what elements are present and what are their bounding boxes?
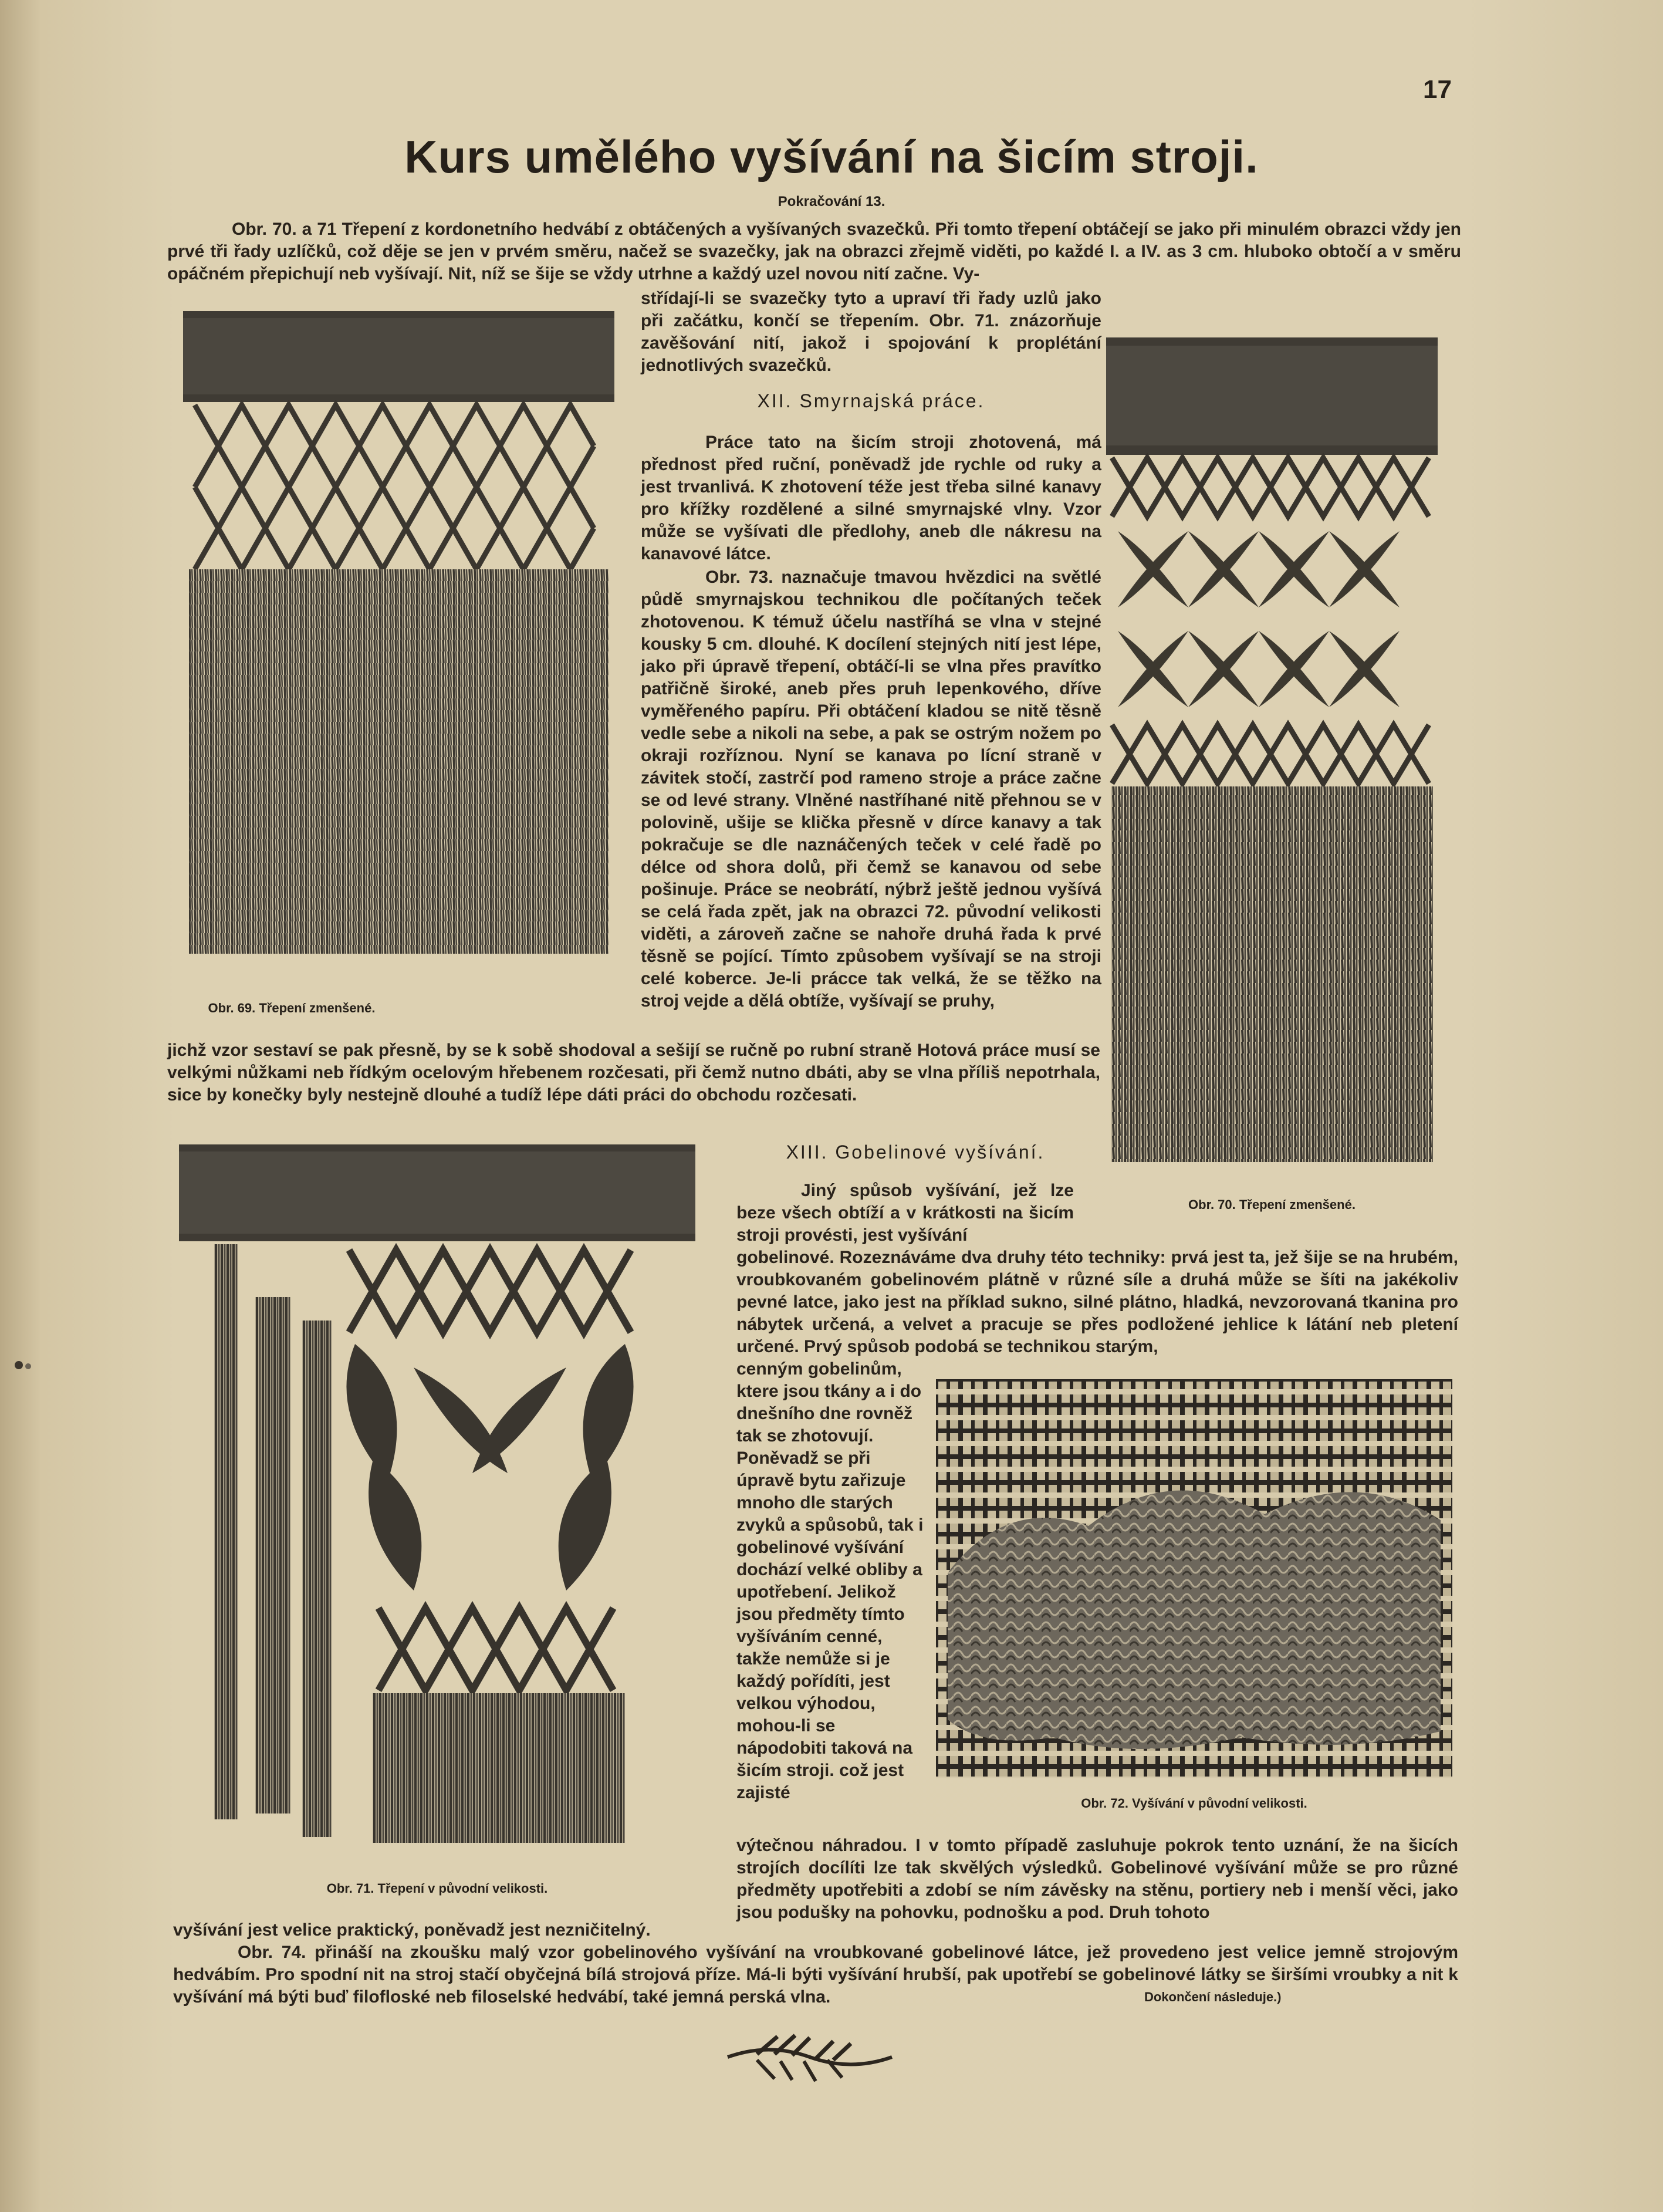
fringe-illustration-69 bbox=[183, 311, 614, 963]
section-xii-paragraph-1: Práce tato na šicím stroji zhotovená, má přednost před ruční, poněvadž jde rychle od ruky a jest trvanlivá. K zhotovení téže jest třeba silné kanavy pro křížky rozdělené a silné smyrnajské vlny. Vzor může se vyšívati dle předlohy, aneb dle nákresu na kanavové látce. bbox=[641, 433, 1101, 563]
article-subtitle: Pokračování 13. bbox=[778, 194, 885, 210]
intro-paragraph: Obr. 70. a 71 Třepení z kordonetního hedvábí z obtáčených a vyšívaných svazečků. Při tomto třepení obtáčejí se jako při minulém obrazci vždy jen prvé tři řady uzlíčků, což děje se jen v prvém směru, načež se svazečky, jak na obrazci zřejmě viděti, po každé I. a IV. as 3 cm. hluboko obtočí a v směru opáčném přepichují neb vyšívají. Nit, níž se šije se vždy utrhne a každý uzel novou nití začne. Vy- bbox=[167, 219, 1461, 283]
floral-divider-icon bbox=[722, 2031, 898, 2083]
figure-72-caption: Obr. 72. Vyšívání v původní velikosti. bbox=[1081, 1796, 1307, 1811]
figure-72 bbox=[936, 1379, 1452, 1811]
section-xiii-paragraph-2: Obr. 74. přináší na zkoušku malý vzor gobelinového vyšívání na vroubkované gobelinové látce, jež provedeno jest velice jemně strojovým hedvábím. Pro spodní nit na stroj stačí obyčejná bílá strojová příze. Má-li býti vyšívání hrubší, pak upotřebí se gobelinové látky se širšími vroubky a nit k vyšívání má býti buď filofloské neb filoselské hedvábí, také jemná perská vlna. bbox=[173, 1943, 1458, 2007]
section-xiii-paragraph-1a: Jiný spůsob vyšívání, jež lze beze všech obtíží a v krátkosti na šicím stroji provésti, jest vyšívání bbox=[736, 1181, 1074, 1245]
fringe-illustration-70 bbox=[1106, 337, 1438, 1165]
figure-69 bbox=[183, 311, 614, 1015]
article-title: Kurs umělého vyšívání na šicím stroji. bbox=[404, 131, 1259, 183]
embroidery-illustration-72 bbox=[936, 1379, 1452, 1778]
continued-note: Dokončení následuje.) bbox=[1144, 1990, 1282, 2004]
figure-71-caption: Obr. 71. Třepení v původní velikosti. bbox=[326, 1881, 548, 1896]
page-number: 17 bbox=[1423, 75, 1452, 104]
margin-dot-marks bbox=[13, 1353, 34, 1377]
fringe-illustration-71 bbox=[179, 1144, 695, 1866]
section-xiii-paragraph-1e: vyšívání jest velice praktický, poněvadž jest nezničitelný. bbox=[173, 1920, 651, 1940]
figure-70-caption: Obr. 70. Třepení zmenšené. bbox=[1188, 1197, 1356, 1212]
figure-70 bbox=[1106, 337, 1438, 1212]
section-xii-heading: XII. Smyrnajská práce. bbox=[757, 390, 985, 411]
section-xiii-paragraph-1b: gobelinové. Rozeznáváme dva druhy této techniky: prvá jest ta, jež šije se na hrubém, vroubkovaném gobelinovém plátně v různé síle a druhá může se šíti na jakékoliv pevné latce, jako jest na příklad sukno, silné plátno, hladká, nevzorovaná tkanina pro nábytek určená, a velvet a pracuje se přes podložené jehlice k látání neb pletení určené. Prvý spůsob podobá se technikou starým, bbox=[736, 1248, 1458, 1356]
figure-71 bbox=[179, 1144, 695, 1896]
section-xii-paragraph-2: Obr. 73. naznačuje tmavou hvězdici na světlé půdě smyrnajskou technikou dle počítaných teček zhotovenou. K témuž účelu nastříhá se vlna v stejné kousky 5 cm. dlouhé. K docílení stejných nití jest lépe, jako při úpravě třepení, obtáčí-li se vlna přes pravítko patřičně široké, aneb přes pruh lepenkového, dříve vyměřeného papíru. Při obtáčení kladou se nitě těsně vedle sebe a nikoli na sebe, a pak se ostrým nožem po okraji rozříznou. Nyní se kanava po lícní straně v závitek stočí, zastrčí pod rameno stroje a práce začne se od levé strany. Vlněné nastříhané nitě přehnou se v polovině, ušije se klička přesně v dírce kanavy a tak pokračuje se dle naznáčených teček v celé řadě po délce od shora dolů, při čemž se kanavou od sebe pošinuje. Práce se neobrátí, nýbrž ještě jednou vyšívá se celá řada zpět, jak na obrazci 72. původní velikosti viděti, a zároveň začne se nahoře druhá řada k prvé těsně se pojící. Tímto způsobem vyšívají se na stroji celé koberce. Je-li prácce tak velká, že se těžko na stroj vejde a dělá obtíže, vyšívají se pruhy, bbox=[641, 568, 1101, 1011]
section-xiii-heading: XIII. Gobelinové vyšívání. bbox=[786, 1142, 1045, 1163]
section-xii-paragraph-2-end: jichž vzor sestaví se pak přesně, by se k sobě shodoval a sešijí se ručně po rubní straně Hotová práce musí se velkými nůžkami neb řídkým ocelovým hřebenem rozčesati, při čemž nutno dbáti, aby se vlna příliš nepotrhala, sice by konečky byly nestejně dlouhé a tudíž lépe dáti práci do obchodu rozčesati. bbox=[167, 1041, 1100, 1105]
section-xiii-paragraph-1d: výtečnou náhradou. I v tomto případě zasluhuje pokrok tento uznání, že na šicích strojích docílíti lze tak skvělých výsledků. Gobelinové vyšívání může se pro různé předměty upotřebiti a zdobí se ním závěsky na stěnu, portiery neb i menší věci, jako jsou podušky na pohovku, podnošku a pod. Druh tohoto bbox=[736, 1836, 1458, 1922]
figure-69-caption: Obr. 69. Třepení zmenšené. bbox=[208, 1001, 376, 1015]
section-xiii-paragraph-1c: cenným gobelinům, ktere jsou tkány a i do dnešního dne rovněž tak se zhotovují. Poněvadž se při úpravě bytu zařizuje mnoho dle starých zvyků a spůsobů, tak i gobelinové vyšívání dochází velké obliby a upotřebení. Jelikož jsou předměty tímto vyšíváním cenné, takže nemůže si je každý pořídíti, jest velkou výhodou, mohou-li se nápodobiti taková na šicím stroji. což jest zajisté bbox=[736, 1359, 924, 1802]
intro-continued-paragraph: střídají-li se svazečky tyto a upraví tři řady uzlů jako při začátku, končí se třepením. Obr. 71. znázorňuje zavěšování nití, jakož i spojování k proplétání jednotlivých svazečků. bbox=[641, 289, 1101, 375]
